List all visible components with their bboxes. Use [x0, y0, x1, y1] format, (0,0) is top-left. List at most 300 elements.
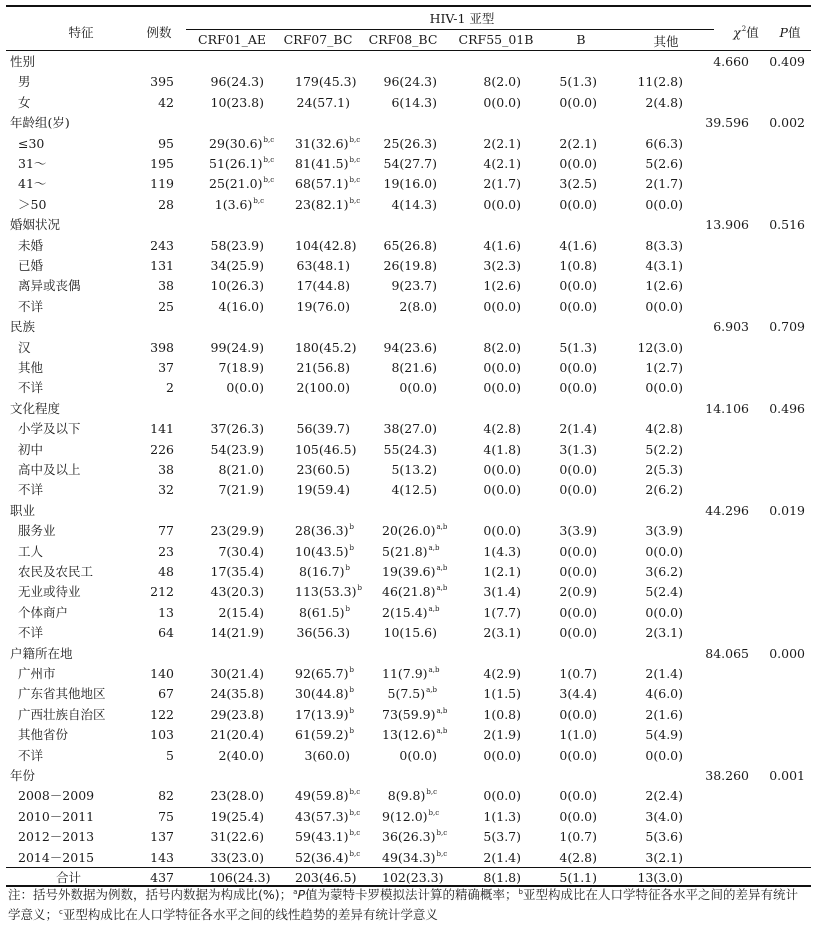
subtype-cell: [209, 195, 264, 215]
count-cell: 42: [158, 94, 174, 110]
cell-value: 0(0.0): [559, 156, 597, 171]
count-cell: 37: [158, 360, 174, 375]
subtype-cell: [542, 72, 597, 92]
subtype-cell: [466, 623, 521, 643]
cell-value: 5(7.5): [387, 686, 426, 702]
cell-value: 179(45.3): [295, 74, 357, 90]
row-label: 已婚: [18, 258, 44, 273]
cell-value: 0(0.0): [645, 380, 683, 396]
row-label: 广西壮族自治区: [18, 706, 106, 722]
cell-value: 0(0.0): [559, 747, 597, 763]
cell-value: 36(56.3): [296, 625, 350, 641]
cell-value: 24(57.1): [296, 94, 350, 110]
chi-square-value: 39.596: [705, 115, 749, 131]
row-label: 年份: [10, 768, 36, 783]
cell-value: 0(0.0): [559, 360, 597, 375]
subtype-cell: [542, 276, 597, 296]
count-cell: 131: [150, 258, 174, 273]
cell-value: 8(2.0): [483, 74, 521, 90]
subtype-cell: [542, 134, 597, 154]
cell-value: 4(2.8): [645, 421, 683, 437]
subtype-cell: [209, 746, 264, 766]
row-label: 高中及以上: [18, 462, 81, 477]
group-row: [6, 399, 811, 419]
subtype-cell: [295, 72, 357, 92]
p-value: 0.496: [769, 400, 805, 416]
count-cell: 13: [158, 604, 174, 620]
significance-mark: b,c: [428, 808, 440, 817]
subtype-cell: [382, 195, 437, 215]
subtype-cell: [542, 236, 597, 256]
subtype-cell: [209, 419, 264, 439]
cell-value: 14(21.9): [210, 625, 264, 641]
subtype-cell: [628, 297, 683, 317]
header-count: 例数: [146, 25, 172, 40]
subtype-cell: [628, 827, 683, 847]
subtype-cell: [209, 705, 264, 725]
subtype-cell: [628, 276, 683, 296]
significance-mark: b,c: [436, 849, 448, 858]
subtype-cell: [628, 623, 683, 643]
subtype-cell: [466, 827, 521, 847]
subtype-cell: [295, 827, 361, 847]
cell-value: 21(56.8): [296, 360, 350, 375]
group-row: [6, 113, 811, 133]
cell-value: 0(0.0): [645, 604, 683, 620]
cell-value: 2(2.1): [483, 135, 521, 151]
table-row: [6, 358, 811, 378]
subtype-cell: [542, 195, 597, 215]
subtype-cell: [209, 807, 264, 827]
cell-value: 4(3.1): [645, 258, 683, 273]
subtype-cell: [628, 72, 683, 92]
significance-mark: a,b: [428, 543, 440, 552]
subtype-cell: [382, 338, 437, 358]
cell-value: 9(23.7): [391, 278, 437, 294]
row-label: 职业: [10, 502, 36, 518]
cell-value: 29(23.8): [210, 706, 264, 722]
cell-value: 73(59.9): [382, 706, 436, 722]
table-row: [6, 807, 811, 827]
p-value: 0.516: [769, 217, 805, 233]
count-cell: 23: [158, 543, 174, 559]
significance-mark: b,c: [426, 788, 437, 797]
significance-mark: b,c: [263, 176, 275, 185]
table-row: [6, 256, 811, 276]
note-b-text: 亚型构成比在人口学特征各水平之间的差异有统计学意义；: [8, 887, 798, 922]
table-row: [6, 460, 811, 480]
subtype-cell: [466, 786, 521, 806]
cell-value: 1(2.6): [645, 278, 683, 294]
subtype-cell: [542, 256, 597, 276]
subtype-cell: [209, 276, 264, 296]
row-label: 41～: [18, 176, 47, 192]
subtype-cell: [382, 582, 448, 602]
cell-value: 1(4.3): [483, 543, 521, 559]
cell-value: 7(30.4): [218, 543, 264, 559]
subtype-cell: [382, 562, 448, 582]
table-row: [6, 378, 811, 398]
cell-value: 9(12.0): [382, 808, 428, 824]
table-row: [6, 582, 811, 602]
subtype-cell: [209, 236, 264, 256]
row-label: 2010－2011: [18, 808, 95, 824]
subtype-cell: [466, 154, 521, 174]
subtype-cell: [295, 664, 354, 684]
table-row: [6, 746, 811, 766]
row-label: 广州市: [18, 666, 56, 681]
cell-value: 5(1.3): [559, 339, 597, 355]
significance-mark: b,c: [349, 196, 361, 205]
cell-value: 2(1.4): [483, 849, 521, 865]
group-row: [6, 644, 811, 664]
subtype-cell: [382, 72, 437, 92]
cell-value: 2(8.0): [399, 298, 437, 314]
row-label: 农民及农民工: [18, 564, 94, 579]
cell-value: 8(21.6): [391, 360, 437, 375]
subtype-cell: [628, 705, 683, 725]
count-cell: 143: [150, 849, 174, 865]
subtype-cell: [295, 154, 361, 174]
subtype-cell: [382, 848, 448, 868]
row-label: 初中: [18, 441, 44, 457]
cell-value: 24(35.8): [210, 686, 264, 702]
cell-value: 3(4.0): [645, 808, 683, 824]
subtype-cell: [295, 174, 361, 194]
significance-mark: b: [357, 584, 362, 593]
cell-value: 92(65.7): [295, 666, 349, 681]
subtype-cell: [209, 440, 264, 460]
subtype-cell: [295, 460, 350, 480]
table-row: [6, 276, 811, 296]
count-cell: 95: [158, 135, 174, 151]
subtype-cell: [466, 195, 521, 215]
subtype-cell: [295, 705, 354, 725]
row-label: 性别: [10, 54, 36, 69]
subtype-cell: [466, 440, 521, 460]
cell-value: 19(25.4): [210, 808, 264, 824]
group-row: [6, 317, 811, 337]
cell-value: 3(6.2): [645, 564, 683, 579]
cell-value: 17(44.8): [296, 278, 350, 294]
subtype-cell: [466, 93, 521, 113]
group-row: [6, 766, 811, 786]
significance-mark: b: [345, 564, 350, 572]
cell-value: 4(1.6): [559, 237, 597, 253]
subtype-cell: [209, 338, 264, 358]
cell-value: 0(0.0): [483, 482, 521, 498]
cell-value: 17(35.4): [210, 564, 264, 579]
count-cell: 137: [150, 829, 174, 845]
cell-value: 31(32.6): [295, 135, 349, 151]
subtype-cell: [382, 134, 437, 154]
subtype-cell: [466, 807, 521, 827]
cell-value: 102(23.3): [382, 870, 444, 885]
subtype-cell: [382, 236, 437, 256]
subtype-cell: [295, 297, 350, 317]
cell-value: 1(2.1): [483, 564, 521, 579]
subtype-cell: [295, 93, 350, 113]
subtype-cell: [542, 460, 597, 480]
cell-value: 4(1.6): [483, 237, 521, 253]
cell-value: 203(46.5): [295, 870, 357, 885]
header-subtype-4: CRF55_01B: [458, 32, 534, 47]
cell-value: 96(24.3): [210, 74, 264, 90]
significance-mark: b,c: [263, 156, 275, 164]
subtype-cell: [209, 623, 264, 643]
row-label: 男: [18, 74, 31, 90]
table-row: [6, 134, 811, 154]
cell-value: 3(4.4): [559, 686, 597, 702]
subtype-cell: [628, 256, 683, 276]
cell-value: 30(21.4): [210, 666, 264, 681]
subtype-cell: [382, 705, 448, 725]
cell-value: 25(21.0): [209, 176, 263, 192]
subtype-cell: [466, 480, 521, 500]
cell-value: 3(3.9): [559, 523, 597, 539]
subtype-cell: [295, 746, 350, 766]
subtype-cell: [628, 358, 683, 378]
count-cell: 395: [150, 74, 174, 90]
row-label: 合计: [56, 870, 82, 885]
cell-value: 4(12.5): [391, 482, 437, 498]
header-chi-square: $\chi^2$值: [733, 25, 759, 40]
subtype-cell: [466, 72, 521, 92]
count-cell: 25: [158, 298, 174, 314]
header-subtype-3: CRF08_BC: [368, 32, 438, 47]
cell-value: 3(2.3): [483, 258, 521, 273]
cell-value: 5(13.2): [391, 462, 437, 477]
header-subtype-6: 其他: [653, 34, 679, 49]
cell-value: 0(0.0): [559, 196, 597, 212]
cell-value: 4(2.8): [559, 849, 597, 865]
cell-value: 113(53.3): [295, 584, 357, 600]
subtype-cell: [382, 358, 437, 378]
cell-value: 2(0.9): [559, 584, 597, 600]
subtype-cell: [382, 378, 437, 398]
table-row: [6, 154, 811, 174]
subtype-cell: [466, 256, 521, 276]
subtype-cell: [628, 419, 683, 439]
subtype-cell: [542, 746, 597, 766]
subtype-cell: [542, 664, 597, 684]
cell-value: 4(6.0): [645, 686, 683, 702]
row-label: ≤30: [18, 135, 45, 151]
cell-value: 96(24.3): [383, 74, 437, 90]
cell-value: 10(43.5): [295, 543, 349, 559]
row-label: 离异或丧偶: [18, 278, 81, 294]
cell-value: 104(42.8): [295, 237, 357, 253]
subtype-cell: [542, 174, 597, 194]
subtype-cell: [628, 684, 683, 704]
cell-value: 38(27.0): [383, 421, 437, 437]
cell-value: 43(20.3): [210, 584, 264, 600]
cell-value: 4(1.8): [483, 441, 521, 457]
header-rule: [6, 50, 811, 51]
row-label: 无业或待业: [18, 584, 81, 600]
cell-value: 8(21.0): [218, 462, 264, 477]
row-label: 不详: [18, 625, 44, 641]
cell-value: 94(23.6): [383, 339, 437, 355]
subtype-cell: [628, 338, 683, 358]
cell-value: 2(2.1): [559, 135, 597, 151]
cell-value: 0(0.0): [559, 482, 597, 498]
table-row: [6, 725, 811, 745]
cell-value: 43(57.3): [295, 808, 349, 824]
table-row: [6, 623, 811, 643]
cell-value: 0(0.0): [559, 808, 597, 824]
subtype-cell: [628, 848, 683, 868]
header-feature: 特征: [68, 25, 94, 40]
subtype-cell: [466, 562, 521, 582]
cell-value: 2(1.7): [483, 176, 521, 192]
chi-square-value: 14.106: [705, 400, 749, 416]
table-row: [6, 521, 811, 541]
cell-value: 0(0.0): [226, 380, 264, 396]
cell-value: 26(19.8): [383, 258, 437, 273]
subtype-cell: [382, 542, 440, 562]
cell-value: 23(82.1): [295, 196, 349, 212]
subtype-cell: [466, 174, 521, 194]
significance-mark: b,c: [349, 135, 361, 144]
cell-value: 3(2.5): [559, 176, 597, 192]
count-cell: 195: [150, 156, 174, 171]
subtype-cell: [466, 848, 521, 868]
count-cell: 5: [166, 747, 174, 763]
cell-value: 36(26.3): [382, 829, 436, 845]
header-subtype-1: CRF01_AE: [198, 32, 266, 47]
cell-value: 2(1.4): [559, 421, 597, 437]
subtype-cell: [295, 419, 350, 439]
subtype-cell: [295, 684, 354, 704]
cell-value: 8(1.8): [483, 870, 521, 885]
cell-value: 7(21.9): [218, 482, 264, 498]
subtype-cell: [542, 419, 597, 439]
note-mark-c: c: [59, 908, 63, 916]
p-value: 0.709: [769, 319, 805, 335]
significance-mark: a,b: [436, 564, 448, 572]
subtype-cell: [295, 440, 357, 460]
count-cell: 67: [158, 686, 174, 702]
cell-value: 8(2.0): [483, 339, 521, 355]
subtype-cell: [628, 460, 683, 480]
subtype-cell: [628, 582, 683, 602]
subtype-cell: [542, 582, 597, 602]
subtype-cell: [466, 664, 521, 684]
cell-value: 10(15.6): [383, 625, 437, 641]
significance-mark: a,b: [436, 523, 448, 532]
cell-value: 1(1.0): [559, 727, 597, 743]
cell-value: 0(0.0): [559, 543, 597, 559]
cell-value: 8(16.7): [298, 564, 345, 579]
cell-value: 0(0.0): [559, 380, 597, 396]
cell-value: 180(45.2): [295, 339, 357, 355]
subtype-cell: [209, 827, 264, 847]
note-a-italic: P: [297, 887, 305, 902]
subtype-cell: [628, 174, 683, 194]
row-label: 小学及以下: [18, 421, 81, 437]
cell-value: 65(26.8): [383, 237, 437, 253]
subtype-cell: [209, 256, 264, 276]
subtype-cell: [628, 725, 683, 745]
table-row: [6, 93, 811, 113]
subtype-cell: [209, 664, 264, 684]
chi-square-value: 4.660: [713, 54, 749, 69]
count-cell: 226: [150, 441, 174, 457]
subtype-cell: [382, 623, 437, 643]
table-row: [6, 195, 811, 215]
count-cell: 32: [158, 482, 174, 498]
significance-mark: b,c: [349, 808, 361, 817]
subtype-cell: [542, 297, 597, 317]
row-label: 不详: [18, 380, 44, 396]
row-label: 2008－2009: [18, 788, 95, 804]
cell-value: 5(21.8): [382, 543, 428, 559]
header-subtype-group: HIV-1 亚型: [429, 11, 495, 26]
cell-value: 23(29.9): [210, 523, 264, 539]
subtype-cell: [382, 827, 448, 847]
group-row: [6, 501, 811, 521]
subtype-cell: [542, 542, 597, 562]
significance-mark: b,c: [349, 849, 361, 858]
subtype-cell: [295, 480, 350, 500]
note-mark-b: b: [518, 888, 523, 896]
row-label: 不详: [18, 298, 44, 314]
cell-value: 1(7.7): [483, 604, 521, 620]
subtype-cell: [382, 725, 448, 745]
row-label: 31～: [18, 156, 47, 171]
subtype-cell: [542, 93, 597, 113]
cell-value: 7(18.9): [218, 360, 264, 375]
subtype-cell: [382, 521, 448, 541]
row-label: 个体商户: [18, 604, 69, 620]
table-row: [6, 419, 811, 439]
subtype-cell: [209, 358, 264, 378]
subtype-cell: [466, 603, 521, 623]
subtype-cell: [295, 276, 350, 296]
cell-value: 0(0.0): [645, 196, 683, 212]
cell-value: 17(13.9): [295, 706, 349, 722]
subtype-cell: [382, 807, 440, 827]
table-row: [6, 174, 811, 194]
top-rule: [6, 5, 811, 7]
subtype-cell: [209, 93, 264, 113]
cell-value: 23(28.0): [210, 788, 264, 804]
cell-value: 68(57.1): [295, 176, 349, 192]
significance-mark: a,b: [428, 666, 440, 674]
row-label: 民族: [10, 319, 36, 335]
count-cell: 77: [158, 523, 174, 539]
cell-value: 4(2.1): [483, 156, 521, 171]
subtype-cell: [628, 440, 683, 460]
cell-value: 1(1.3): [483, 808, 521, 824]
row-label: 婚姻状况: [10, 217, 61, 233]
subtype-cell: [295, 338, 357, 358]
cell-value: 0(0.0): [483, 462, 521, 477]
row-label: 户籍所在地: [10, 645, 73, 661]
subtype-cell: [628, 542, 683, 562]
significance-mark: b,c: [349, 788, 361, 797]
cell-value: 0(0.0): [483, 94, 521, 110]
cell-value: 2(1.9): [483, 727, 521, 743]
row-label: 服务业: [18, 523, 56, 539]
cell-value: 1(2.7): [645, 360, 683, 375]
cell-value: 25(26.3): [383, 135, 437, 151]
cell-value: 0(0.0): [483, 196, 521, 212]
subtype-group-rule: [186, 29, 714, 30]
cell-value: 0(0.0): [399, 747, 437, 763]
cell-value: 13(3.0): [637, 870, 683, 885]
